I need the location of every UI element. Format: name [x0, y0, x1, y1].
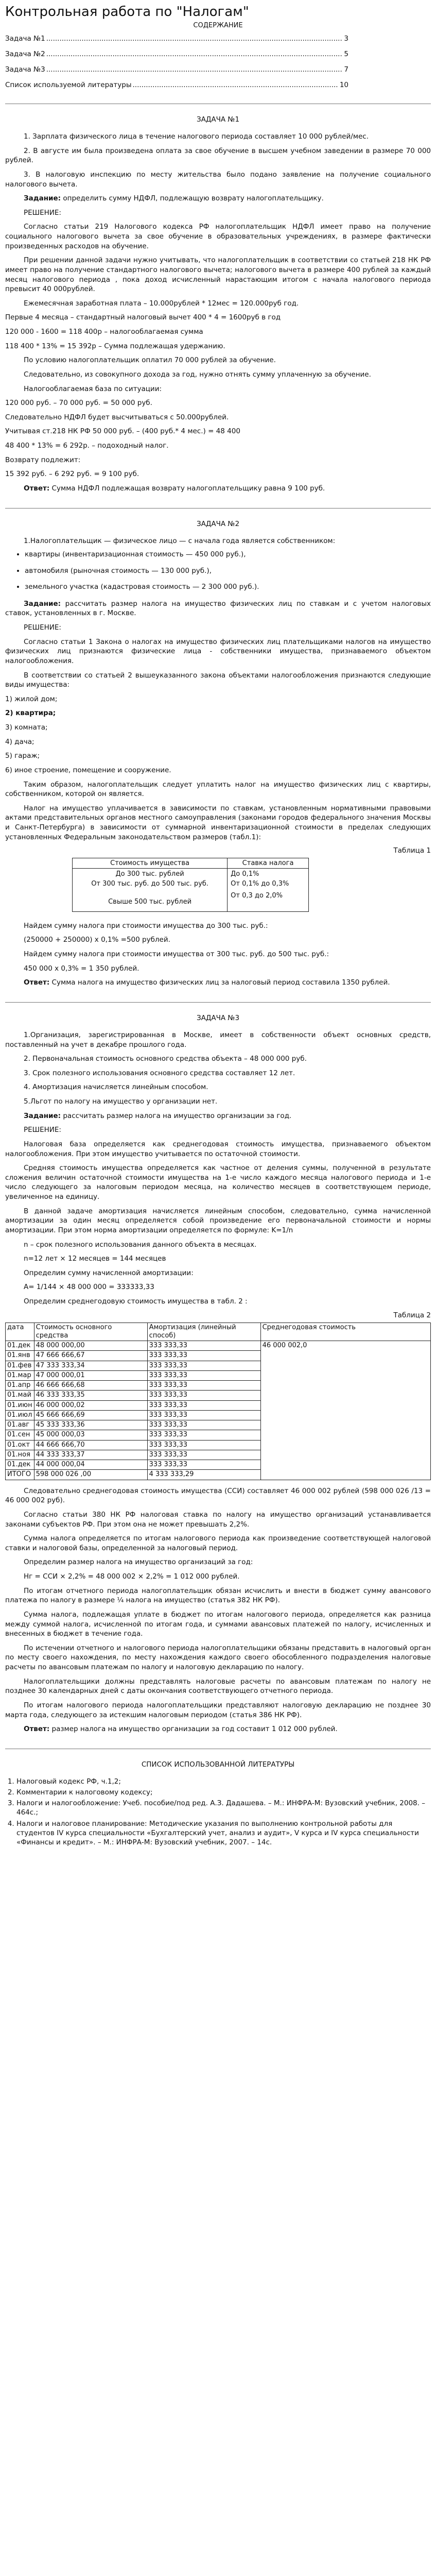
- reference-item: 4. Налоги и налоговое планирование: Методические указания по выполнению контрольной работы для студентов IV курса специальности «Бухгалтерский учет, анализ и аудит», V курса и IV курса специальности «Финансы и кредит». – М.: ИНФРА-М: Вузовский учебник, 2007. – 14с.: [16, 1819, 431, 1848]
- toc-item-label: Задача №2: [5, 50, 45, 58]
- table-cell: 333 333,33: [147, 1440, 260, 1450]
- list-item: 5) гараж;: [5, 752, 40, 760]
- task2-solution-paragraph: Таким образом, налогоплательщик следует уплатить налог на имущество физических лиц с квартиры, собственником, которой он является.: [5, 780, 431, 799]
- task1-condition: 3. В налоговую инспекцию по месту жительства было подано заявление на получение социального налогового вычета.: [5, 170, 431, 189]
- task2-answer: [5, 978, 431, 988]
- task-text: рассчитать размер налога на имущество физических лиц по ставкам и с учетом налоговых ставок, установленных в г. Москве.: [5, 599, 431, 618]
- task2-intro: 1.Налогоплательщик — физическое лицо — с начала года является собственником:: [24, 536, 336, 545]
- table-cell: 44 666 666,70: [34, 1440, 147, 1450]
- table-caption: Таблица 1: [393, 846, 431, 855]
- task3-solution-paragraph: Согласно статьи 380 НК РФ налоговая ставка по налогу на имущество организаций устанавливается законами субъектов РФ. При этом она не может превышать 2,2%.: [5, 1510, 431, 1529]
- task1-condition: 2. В августе им была произведена оплата за свое обучение в высшем учебном заведении в размере 70 000 рублей.: [5, 146, 431, 165]
- task3-solution-line: Нг = ССИ × 2,2% = 48 000 002 × 2,2% = 1 012 000 рублей.: [24, 1572, 240, 1581]
- toc-dots: [46, 50, 343, 58]
- table-cell: 01.июл: [6, 1410, 34, 1420]
- references-list: [5, 1777, 431, 1848]
- reference-item: 2. Комментарии к налоговому кодексу;: [16, 1788, 431, 1797]
- task1-solution-line: 120 000 - 1600 = 118 400р – налогооблагаемая сумма: [5, 328, 203, 336]
- answer-label: Ответ:: [24, 484, 50, 493]
- table-header-cell: Амортизация (линейный способ): [147, 1323, 260, 1341]
- task1-solution-paragraph: При решении данной задачи нужно учитывать, что налогоплательщик в соответствии со статьей 218 НК РФ имеет право на получение стандартного налогового вычета; налогового вычета в размере 400 рублей за каждый месяц налогового периода , пока доход исчисленный нарастающим итогом с начала налогового периода превысит 40 000рублей.: [5, 256, 431, 294]
- table-header-row: [6, 1323, 431, 1341]
- task1-solution-line: Возврату подлежит:: [5, 455, 81, 464]
- task2-heading: ЗАДАЧА №2: [196, 519, 240, 528]
- toc-item-page: 5: [344, 50, 348, 58]
- task3-condition: 5.Льгот по налогу на имущество у организации нет.: [24, 1097, 218, 1106]
- task2-calc-line: 450 000 х 0,3% = 1 350 рублей.: [24, 964, 139, 973]
- table-cell: 01.апр: [6, 1381, 34, 1391]
- task1-task: [5, 194, 431, 204]
- table-cell: 44 000 000,04: [34, 1460, 147, 1470]
- task3-solution-paragraph: Следовательно среднегодовая стоимость имущества (ССИ) составляет 46 000 002 рублей (598 000 026 /13 = 46 000 002 руб).: [5, 1486, 431, 1505]
- task3-condition: 4. Амортизация начисляется линейным способом.: [24, 1083, 208, 1092]
- task1-solution-line: Налогооблагаемая база по ситуации:: [24, 384, 162, 393]
- task1-solution-line: Учитывая ст.218 НК РФ 50 000 руб. – (400 руб.* 4 мес.) = 48 400: [5, 427, 240, 436]
- toc-item-label: Задача №3: [5, 65, 45, 74]
- table-cell: 333 333,33: [147, 1381, 260, 1391]
- table-cell: 01.дек: [6, 1341, 34, 1351]
- list-item: • земельного участка (кадастровая стоимость — 2 300 000 руб.).: [25, 583, 431, 592]
- task3-solution-paragraph: Налоговая база определяется как среднегодовая стоимость имущества, признаваемого объектом налогообложения. При этом имущество учитывается по остаточной стоимости.: [5, 1140, 431, 1158]
- task1-solution-line: Следовательно НДФЛ будет высчитываться с 50.000рублей.: [5, 413, 229, 421]
- table-cell: 47 333 333,34: [34, 1361, 147, 1370]
- task3-answer: [5, 1724, 431, 1734]
- task1-heading: ЗАДАЧА №1: [196, 115, 240, 124]
- table-cell: 01.янв: [6, 1351, 34, 1361]
- table-cell: 45 333 333,36: [34, 1420, 147, 1430]
- table-cell: 01.сен: [6, 1430, 34, 1440]
- task3-solution-line: n=12 лет × 12 месяцев = 144 месяцев: [24, 1255, 166, 1263]
- table-cell: 47 666 666,67: [34, 1351, 147, 1361]
- task3-solution-paragraph: По итогам отчетного периода налогоплательщик обязан исчислить и внести в бюджет сумму авансового платежа по налогу в размере ¼ налога на имущество (статья 382 НК РФ).: [5, 1586, 431, 1605]
- table-row: [6, 1341, 431, 1351]
- task1-answer: [5, 484, 431, 494]
- table-of-contents: [5, 35, 431, 89]
- table-cell: 333 333,33: [147, 1370, 260, 1380]
- task3-heading: ЗАДАЧА №3: [196, 1013, 240, 1022]
- table-cell: 01.авг: [6, 1420, 34, 1430]
- table-cell: 333 333,33: [147, 1420, 260, 1430]
- table-header-cell: Стоимость основного средства: [34, 1323, 147, 1341]
- task2-calc-line: Найдем сумму налога при стоимости имущества от 300 тыс. руб. до 500 тыс. руб.:: [24, 950, 329, 959]
- task1-solution-line: Первые 4 месяца – стандартный налоговый вычет 400 * 4 = 1600руб в год: [5, 313, 281, 322]
- table-header-cell: Стоимость имущества: [73, 858, 228, 869]
- table-caption: Таблица 2: [393, 1311, 431, 1319]
- table-cell: 46 666 666,68: [34, 1381, 147, 1391]
- task2-solution-label: РЕШЕНИЕ:: [24, 623, 61, 632]
- list-item: • автомобиля (рыночная стоимость — 130 000 руб.),: [25, 567, 431, 576]
- table-cell: 01.июн: [6, 1400, 34, 1410]
- answer-text: Сумма налога на имущество физических лиц за налоговый период составила 1350 рублей.: [49, 978, 390, 987]
- table-cell: 598 000 026 ,00: [34, 1470, 147, 1480]
- table-cell: 48 000 000,00: [34, 1341, 147, 1351]
- table-cell: 333 333,33: [147, 1341, 260, 1351]
- table-header-cell: Среднегодовая стоимость: [260, 1323, 430, 1341]
- task3-condition: 3. Срок полезного использования основного средства составляет 12 лет.: [24, 1069, 295, 1077]
- toc-item-page: 10: [339, 81, 348, 89]
- list-item: 1) жилой дом;: [5, 694, 58, 703]
- task3-solution-paragraph: По истечении отчетного и налогового периода налогоплательщики обязаны представить в налоговый орган по месту своего нахождения, по месту нахождения каждого своего обособленного подразделения налоговые расчеты по авансовым платежам по налогу и налоговую декларацию по налогу.: [5, 1643, 431, 1672]
- task2-calc-line: Найдем сумму налога при стоимости имущества до 300 тыс. руб.:: [24, 921, 268, 930]
- section-divider: [5, 1002, 431, 1003]
- task1-solution-line: 120 000 руб. – 70 000 руб. = 50 000 руб.: [5, 399, 152, 408]
- table-cell: 47 000 000,01: [34, 1370, 147, 1380]
- document-title: Контрольная работа по "Налогам": [5, 4, 249, 20]
- table-cell: 333 333,33: [147, 1410, 260, 1420]
- task1-solution-line: 15 392 руб. – 6 292 руб. = 9 100 руб.: [5, 470, 139, 479]
- list-item: 3) комната;: [5, 723, 48, 732]
- reference-item: 1. Налоговый кодекс РФ, ч.1,2;: [16, 1777, 431, 1786]
- toc-item-label: Список используемой литературы: [5, 81, 132, 89]
- table-cell: 01.фев: [6, 1361, 34, 1370]
- table-cell: 01.май: [6, 1391, 34, 1400]
- toc-item[interactable]: [5, 35, 431, 43]
- answer-text: Сумма НДФЛ подлежащая возврату налогоплательщику равна 9 100 руб.: [49, 484, 325, 493]
- table-header-row: [73, 858, 309, 869]
- table-cell: 333 333,33: [147, 1351, 260, 1361]
- task3-condition: 1.Организация, зарегистрированная в Москве, имеет в собственности объект основных средств, поставленный на учет в декабре прошлого года.: [5, 1030, 431, 1049]
- task-label: Задание:: [24, 599, 61, 608]
- task3-solution-line: Определим размер налога на имущество организаций за год:: [24, 1558, 253, 1567]
- average-value-cell: 46 000 002,0: [260, 1341, 430, 1480]
- task3-solution-line: Определим среднегодовую стоимость имущества в табл. 2 :: [24, 1297, 248, 1306]
- task2-solution-paragraph: Налог на имущество уплачивается в зависимости по ставкам, установленным нормативными правовыми актами представительных органов местного самоуправления (законами городов федерального значения Москвы и Санкт-Петербурга) в зависимости от суммарной инвентаризационной стоимости в пределах следующих установленных Федеральным законодательством размеров (табл.1):: [5, 804, 431, 841]
- task2-calc-line: (250000 + 250000) х 0,1% =500 рублей.: [24, 936, 170, 944]
- reference-item: 3. Налоги и налогообложение: Учеб. пособие/под ред. А.З. Дадашева. – М.: ИНФРА-М: Вузовский учебник, 2008. – 464с.;: [16, 1799, 431, 1817]
- asset-value-table: [5, 1323, 431, 1480]
- task2-property-list: [5, 550, 431, 592]
- task1-solution-line: По условию налогоплательщик оплатил 70 000 рублей за обучение.: [24, 356, 276, 365]
- answer-text: размер налога на имущество организации за год составит 1 012 000 рублей.: [49, 1725, 338, 1734]
- toc-dots: [46, 65, 343, 74]
- table-header-cell: Ставка налога: [228, 858, 309, 869]
- toc-dots: [133, 81, 339, 89]
- toc-item-page: 3: [344, 35, 348, 43]
- toc-item[interactable]: [5, 81, 431, 89]
- task2-solution-paragraph: В соответствии со статьей 2 вышеуказанного закона объектами налогообложения признаются следующие виды имущества:: [5, 671, 431, 689]
- task1-solution-paragraph: Согласно статьи 219 Налогового кодекса РФ налогоплательщик НДФЛ имеет право на получение социального налогового вычета за свое обучение в образовательных учреждениях, в размере фактически произведенных расходов на обучение.: [5, 223, 431, 250]
- task1-solution-line: Следовательно, из совокупного дохода за год, нужно отнять сумму уплаченную за обучение.: [24, 370, 371, 379]
- table-row: [73, 869, 309, 912]
- task3-solution-line: n – срок полезного использования данного объекта в месяцах.: [24, 1240, 257, 1249]
- list-item: 6) иное строение, помещение и сооружение.: [5, 766, 171, 774]
- task1-solution-line: 48 400 * 13% = 6 292р. – подоходный налог.: [5, 442, 169, 450]
- table-cell: 46 000 000,02: [34, 1400, 147, 1410]
- task3-solution-paragraph: Сумма налога определяется по итогам налогового периода как произведение соответствующей налоговой ставки и налоговой базы, определенной за налоговый период.: [5, 1534, 431, 1552]
- list-item: • квартиры (инвентаризационная стоимость — 450 000 руб.),: [25, 550, 431, 560]
- table-cell: ИТОГО: [6, 1470, 34, 1480]
- task-text: определить сумму НДФЛ, подлежащую возврату налогоплательщику.: [61, 194, 324, 203]
- table-cell: 4 333 333,29: [147, 1470, 260, 1480]
- task3-solution-paragraph: По итогам налогового периода налогоплательщики представляют налоговую декларацию не позднее 30 марта года, следующего за истекшим налоговым периодом (статья 386 НК РФ).: [5, 1701, 431, 1719]
- table-cell: 333 333,33: [147, 1361, 260, 1370]
- task3-solution-paragraph: Налогоплательщики должны представлять налоговые расчеты по авансовым платежам по налогу не позднее 30 календарных дней с даты окончания соответствующего отчетного периода.: [5, 1677, 431, 1696]
- task-label: Задание:: [24, 1111, 61, 1120]
- toc-item[interactable]: [5, 65, 431, 74]
- list-item: 4) дача;: [5, 737, 34, 746]
- table-cell: 333 333,33: [147, 1430, 260, 1440]
- tax-rate-table: [72, 858, 309, 912]
- answer-label: Ответ:: [24, 978, 50, 987]
- table-cell: До 300 тыс. рублей От 300 тыс. руб. до 500 тыс. руб. Свыше 500 тыс. рублей: [73, 869, 228, 912]
- task3-solution-paragraph: В данной задаче амортизация начисляется линейным способом, следовательно, сумма начисленной амортизации за один месяц определяется собой произведение его первоначальной стоимости и нормы амортизации. При этом норма амортизации определяется по формуле: K=1/n: [5, 1207, 431, 1234]
- toc-item-page: 7: [344, 65, 348, 74]
- task1-solution-line: 118 400 * 13% = 15 392р – Сумма подлежащая удержанию.: [5, 342, 225, 350]
- table-cell: 01.ноя: [6, 1450, 34, 1460]
- task3-solution-line: Определим сумму начисленной амортизации:: [24, 1268, 194, 1277]
- table-cell: 46 333 333,35: [34, 1391, 147, 1400]
- table-cell: 01.окт: [6, 1440, 34, 1450]
- task-label: Задание:: [24, 194, 61, 203]
- task3-solution-paragraph: Средняя стоимость имущества определяется как частное от деления суммы, полученной в результате сложения величин остаточной стоимости имущества на 1-е число каждого месяца налогового периода и 1-е число следующего за налоговым периодом месяца, на количество месяцев в соответствующем периоде, увеличенное на единицу.: [5, 1164, 431, 1201]
- table-cell: 45 000 000,03: [34, 1430, 147, 1440]
- task3-solution-label: РЕШЕНИЕ:: [24, 1126, 61, 1134]
- references-heading: СПИСОК ИСПОЛЬЗОВАННОЙ ЛИТЕРАТУРЫ: [141, 1760, 295, 1769]
- table-cell: 01.дек: [6, 1460, 34, 1470]
- table-cell: 44 333 333,37: [34, 1450, 147, 1460]
- toc-item[interactable]: [5, 50, 431, 58]
- task-text: рассчитать размер налога на имущество организации за год.: [61, 1111, 292, 1120]
- task3-solution-line: А= 1/144 × 48 000 000 = 333333,33: [24, 1283, 154, 1292]
- toc-dots: [46, 35, 343, 43]
- section-divider: [5, 508, 431, 509]
- toc-item-label: Задача №1: [5, 35, 45, 43]
- table-cell: До 0,1% От 0,1% до 0,3% От 0,3 до 2,0%: [228, 869, 309, 912]
- table-cell: 01.мар: [6, 1370, 34, 1380]
- task2-solution-paragraph: Согласно статьи 1 Закона о налогах на имущество физических лиц плательщиками налогов на имущество физических лиц признаются физические лица - собственники имущества, признаваемого объектом налогообложения.: [5, 637, 431, 665]
- table-cell: 333 333,33: [147, 1400, 260, 1410]
- task1-solution-label: РЕШЕНИЕ:: [24, 208, 61, 217]
- task1-solution-paragraph: Ежемесячная заработная плата – 10.000рублей * 12мес = 120.000руб год.: [24, 299, 299, 308]
- table-header-cell: дата: [6, 1323, 34, 1341]
- task2-task: [5, 599, 431, 618]
- table-cell: 333 333,33: [147, 1460, 260, 1470]
- toc-heading: СОДЕРЖАНИЕ: [193, 22, 243, 29]
- task3-solution-paragraph: Сумма налога, подлежащая уплате в бюджет по итогам налогового периода, определяется как разница между суммой налога, исчисленной по итогам года, и суммами авансовых платежей по налогу, исчисленных и внесенных в бюджет в течение года.: [5, 1610, 431, 1638]
- table-cell: 45 666 666,69: [34, 1410, 147, 1420]
- task3-task: [5, 1111, 431, 1121]
- task3-condition: 2. Первоначальная стоимость основного средства объекта – 48 000 000 руб.: [24, 1055, 307, 1063]
- table-cell: 333 333,33: [147, 1391, 260, 1400]
- table-cell: 333 333,33: [147, 1450, 260, 1460]
- answer-label: Ответ:: [24, 1725, 50, 1734]
- task1-condition: 1. Зарплата физического лица в течение налогового периода составляет 10 000 рублей/мес.: [24, 132, 369, 141]
- list-item: 2) квартира;: [5, 709, 56, 718]
